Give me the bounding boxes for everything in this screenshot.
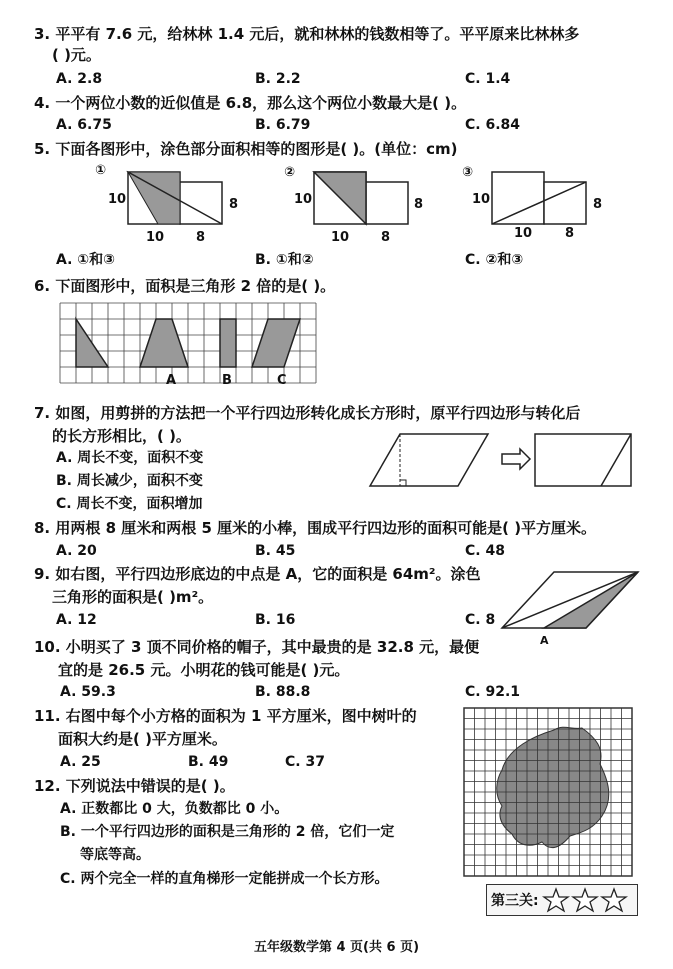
q5-fig2-num: ② <box>284 165 296 180</box>
q5-fig1 <box>128 172 228 228</box>
q9-opt-c: C. 8 <box>465 612 496 628</box>
q3-opt-b: B. 2.2 <box>255 71 301 87</box>
level-badge <box>486 884 638 916</box>
q5-opt-c: C. ②和③ <box>465 252 524 268</box>
q10-opt-b: B. 88.8 <box>255 684 311 700</box>
q3-opt-a: A. 2.8 <box>56 71 103 87</box>
q7-opt-a: A. 周长不变，面积不变 <box>56 450 204 466</box>
q5-fig2-dim-right: 8 <box>414 197 424 212</box>
q6-label-b: B <box>222 373 232 388</box>
q9-point-a: A <box>540 634 549 647</box>
q6-label-a: A <box>166 373 177 388</box>
q5-fig1-dim-b2: 8 <box>196 230 206 245</box>
q12-opt-b: B. 一个平行四边形的面积是三角形的 2 倍，它们一定 <box>60 824 395 840</box>
q7-line2: 的长方形相比，( )。 <box>52 427 191 445</box>
q7-figure <box>370 432 635 492</box>
q5-fig3-dim-b2: 8 <box>565 226 575 241</box>
star-icon <box>572 888 598 912</box>
q3-line1: 3. 平平有 7.6 元，给林林 1.4 元后，就和林林的钱数相等了。平平原来比林林多 <box>34 25 580 43</box>
q5-fig1-dim-left: 10 <box>108 192 127 207</box>
q9-opt-a: A. 12 <box>56 612 97 628</box>
q10-line2: 宜的是 26.5 元。小明花的钱可能是( )元。 <box>58 661 350 679</box>
q8-opt-b: B. 45 <box>255 543 296 559</box>
q10-line1: 10. 小明买了 3 顶不同价格的帽子，其中最贵的是 32.8 元，最便 <box>34 638 480 656</box>
q5-fig1-num: ① <box>95 163 107 178</box>
q11-leaf-grid <box>464 708 632 876</box>
q7-opt-b: B. 周长减少，面积不变 <box>56 473 203 489</box>
q3-line2: ( )元。 <box>52 46 101 64</box>
q5-opt-b: B. ①和② <box>255 252 314 268</box>
q12-opt-a: A. 正数都比 0 大，负数都比 0 小。 <box>60 801 289 817</box>
q5-fig1-dim-b1: 10 <box>146 230 165 245</box>
q7-line1: 7. 如图，用剪拼的方法把一个平行四边形转化成长方形时，原平行四边形与转化后 <box>34 404 581 422</box>
q5-fig3-dim-left: 10 <box>472 192 491 207</box>
q4-text: 4. 一个两位小数的近似值是 6.8，那么这个两位小数最大是( )。 <box>34 94 467 112</box>
q4-opt-a: A. 6.75 <box>56 117 112 133</box>
q5-fig2-dim-b2: 8 <box>381 230 391 245</box>
q9-line1: 9. 如右图，平行四边形底边的中点是 A，它的面积是 64m²。涂色 <box>34 565 481 583</box>
q5-fig3-num: ③ <box>462 165 474 180</box>
q11-opt-b: B. 49 <box>188 754 229 770</box>
q5-fig2-dim-left: 10 <box>294 192 313 207</box>
q10-opt-a: A. 59.3 <box>60 684 116 700</box>
q11-opt-c: C. 37 <box>285 754 325 770</box>
q12-opt-c: C. 两个完全一样的直角梯形一定能拼成一个长方形。 <box>60 871 389 887</box>
q4-opt-c: C. 6.84 <box>465 117 521 133</box>
q8-text: 8. 用两根 8 厘米和两根 5 厘米的小棒，围成平行四边形的面积可能是( )平方厘米。 <box>34 519 597 537</box>
q11-line1: 11. 右图中每个小方格的面积为 1 平方厘米，图中树叶的 <box>34 707 417 725</box>
star-icon <box>601 888 627 912</box>
q4-opt-b: B. 6.79 <box>255 117 311 133</box>
q5-fig3 <box>492 172 592 228</box>
q6-label-c: C <box>277 373 287 388</box>
q10-opt-c: C. 92.1 <box>465 684 521 700</box>
q5-fig2-dim-b1: 10 <box>331 230 350 245</box>
q5-fig1-dim-right: 8 <box>229 197 239 212</box>
level-badge-label: 第三关: <box>491 893 539 909</box>
q5-fig3-dim-right: 8 <box>593 197 603 212</box>
q12-text: 12. 下列说法中错误的是( )。 <box>34 777 235 795</box>
q9-figure <box>502 570 642 632</box>
q8-opt-c: C. 48 <box>465 543 505 559</box>
q8-opt-a: A. 20 <box>56 543 97 559</box>
q5-fig3-dim-b1: 10 <box>514 226 533 241</box>
q5-text: 5. 下面各图形中，涂色部分面积相等的图形是( )。(单位：cm) <box>34 140 458 158</box>
q12-opt-b-cont: 等底等高。 <box>80 847 150 863</box>
q5-opt-a: A. ①和③ <box>56 252 115 268</box>
q5-fig2 <box>314 172 414 228</box>
q9-opt-b: B. 16 <box>255 612 296 628</box>
star-icon <box>543 888 569 912</box>
q11-line2: 面积大约是( )平方厘米。 <box>58 730 227 748</box>
q3-opt-c: C. 1.4 <box>465 71 511 87</box>
q7-opt-c: C. 周长不变，面积增加 <box>56 496 203 512</box>
q9-line2: 三角形的面积是( )m²。 <box>52 588 214 606</box>
page-footer: 五年级数学第 4 页(共 6 页) <box>253 940 420 955</box>
q6-text: 6. 下面图形中，面积是三角形 2 倍的是( )。 <box>34 277 336 295</box>
q11-opt-a: A. 25 <box>60 754 101 770</box>
